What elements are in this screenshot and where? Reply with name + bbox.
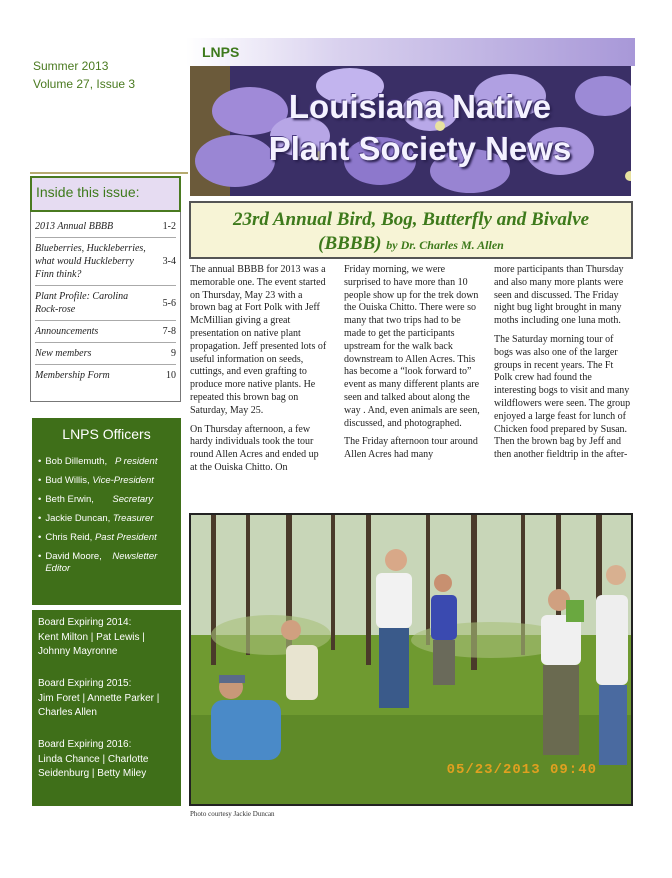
article-column-1 (190, 264, 328, 481)
toc-item[interactable] (35, 343, 176, 365)
officer-role: Past President (94, 532, 157, 543)
article-title-line1: 23rd Annual Bird, Bog, Butterfly and Bivalve (232, 209, 590, 230)
lnps-label: LNPS (202, 44, 240, 60)
toc-item-title: Announcements (35, 326, 99, 337)
article-paragraph: The annual BBBB for 2013 was a memorable one. The event started on Thursday, May 23 with a brown bag at Fort Polk with Jeff McMillian giving a great presentation on native plant propagation. Jeff presented lots of useful information on seeds, cuttings, and even grafting to produce more native plants. He repeated this brown bag on Saturday, May 25. (190, 264, 327, 416)
issue-info (33, 57, 135, 93)
divider-line (30, 172, 188, 174)
toc-item-pages: 9 (171, 348, 176, 359)
officer-name: Jackie Duncan, (45, 513, 111, 524)
newsletter-title-line2: Plant Society News (268, 130, 572, 167)
board-heading: Board Expiring 2014: (38, 617, 132, 628)
photo-credit: Photo courtesy Jackie Duncan (190, 810, 275, 818)
photo-timestamp: 05/23/2013 09:40 (446, 762, 597, 778)
officer-role: Newsletter Editor (45, 551, 158, 574)
officers-box (32, 418, 181, 605)
issue-season: Summer 2013 (33, 59, 109, 73)
forest-scene (191, 515, 631, 804)
newsletter-title-line1: Louisiana Native (288, 88, 552, 125)
toc-item-pages: 1-2 (162, 221, 176, 232)
field-trip-photo (189, 513, 633, 806)
toc-item-title: Membership Form (35, 370, 110, 381)
board-group (38, 677, 175, 720)
officer-entry: • Bud Willis, Vice-President (38, 475, 154, 486)
toc-item[interactable] (35, 216, 176, 238)
officer-role: Secretary (112, 494, 154, 505)
board-box (32, 610, 181, 806)
board-members: Kent Milton | Pat Lewis | Johnny Mayronne (38, 632, 145, 657)
toc-item[interactable] (35, 365, 176, 386)
officer-role: Treasurer (112, 513, 154, 524)
officer-name: Bud Willis, (45, 475, 90, 486)
issue-volume: Volume 27, Issue 3 (33, 77, 136, 91)
officer-role: P resident (115, 456, 158, 467)
officer-entry: • Beth Erwin, Secretary (38, 494, 154, 505)
board-group (38, 616, 175, 659)
board-group (38, 738, 175, 781)
officer-entry: • David Moore, Newsletter Editor (38, 551, 158, 574)
article-paragraph: On Thursday afternoon, a few hardy individuals took the tour round Allen Acres and ended up at the Ouiska Chitto. On (190, 423, 319, 473)
board-heading: Board Expiring 2015: (38, 678, 132, 689)
article-title-box (189, 201, 633, 259)
officer-role: Vice-President (92, 475, 154, 486)
article-paragraph: more participants than Thursday and also many more plants were seen and discussed. The Friday night bug light brought in many moths including one luna moth. (494, 264, 624, 327)
toc-item-title: Plant Profile: Carolina Rock-rose (35, 291, 129, 315)
board-heading: Board Expiring 2016: (38, 739, 132, 750)
officers-heading: LNPS Officers (62, 426, 151, 442)
toc-item[interactable] (35, 321, 176, 343)
officer-entry: • Jackie Duncan, Treasurer (38, 513, 154, 524)
board-members: Jim Foret | Annette Parker | Charles Allen (38, 693, 160, 718)
toc-item-title: Blueberries, Huckleberries, what would Huckleberry Finn think? (35, 243, 146, 280)
officer-entry: • Bob Dillemuth, P resident (38, 456, 158, 467)
toc-item[interactable] (35, 286, 176, 321)
toc-item-pages: 5-6 (162, 297, 176, 309)
article-paragraph: Friday morning, we were surprised to have more than 10 people show up for the trek down the Ouiska Chitto. There were so many that two trips had to be made to get the participants upstream for the walk back downstream to Allen Acres. This has become a “look forward to” event as many different plants are seen and talked about along the way . And, even animals are seen, discussed, and photographed. (344, 264, 480, 429)
toc-heading: Inside this issue: (30, 176, 181, 212)
officer-name: David Moore, (45, 551, 102, 562)
table-of-contents (30, 212, 181, 402)
article-column-3 (494, 264, 632, 468)
header-bar (186, 38, 635, 66)
toc-item-title: New members (35, 348, 92, 359)
toc-item-pages: 3-4 (162, 256, 176, 267)
newsletter-title (220, 86, 620, 170)
officer-entry: • Chris Reid, Past President (38, 532, 157, 543)
toc-item-pages: 10 (166, 370, 176, 381)
masthead-image (190, 66, 631, 196)
article-byline: by Dr. Charles M. Allen (386, 238, 504, 252)
officer-name: Beth Erwin, (45, 494, 94, 505)
toc-item-pages: 7-8 (162, 326, 176, 337)
toc-item-title: 2013 Annual BBBB (35, 221, 114, 232)
toc-item[interactable] (35, 238, 176, 286)
officer-name: Chris Reid, (45, 532, 93, 543)
board-members: Linda Chance | Charlotte Seidenburg | Betty Miley (38, 754, 149, 779)
article-title-line2: (BBBB) (318, 233, 382, 254)
article-paragraph: The Saturday morning tour of bogs was also one of the larger groups in recent years. The Ft Polk crew had found the interesting bogs to visit and many wildflowers were seen. The group enjoyed a large feast for lunch of Chicken food prepared by Susan. Then the brown bag by Jeff and then another fieldtrip in the after- (494, 333, 631, 461)
article-paragraph: The Friday afternoon tour around Allen Acres had many (344, 436, 478, 461)
officer-name: Bob Dillemuth, (45, 456, 108, 467)
article-column-2 (344, 264, 482, 468)
